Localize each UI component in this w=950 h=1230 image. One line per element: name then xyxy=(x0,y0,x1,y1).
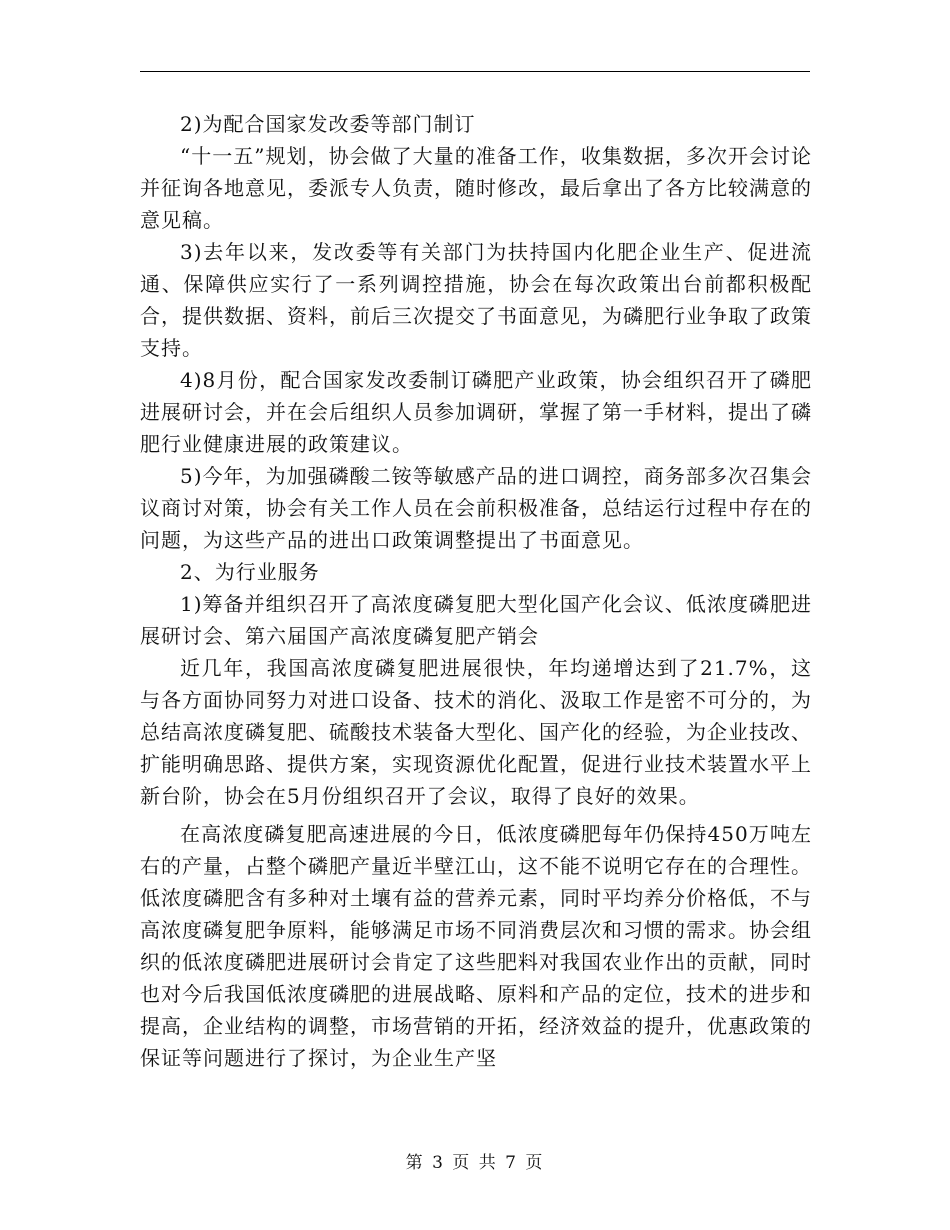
page-footer: 第 3 页 共 7 页 xyxy=(405,1153,545,1173)
paragraph: “十一五”规划，协会做了大量的准备工作，收集数据，多次开会讨论并征询各地意见，委派专人负责，随时修改，最后拿出了各方比较满意的意见稿。 xyxy=(140,144,812,232)
body-text xyxy=(140,108,812,1074)
paragraph: 5)今年，为加强磷酸二铵等敏感产品的进口调控，商务部多次召集会议商讨对策，协会有关工作人员在会前积极准备，总结运行过程中存在的问题，为这些产品的进出口政策调整提出了书面意见。 xyxy=(140,464,812,552)
section-heading: 2、为行业服务 xyxy=(180,560,320,584)
paragraph: 在高浓度磷复肥高速进展的今日，低浓度磷肥每年仍保持450万吨左右的产量，占整个磷肥产量近半壁江山，这不能不说明它存在的合理性。低浓度磷肥含有多种对土壤有益的营养元素，同时平均养分价格低，不与高浓度磷复肥争原料，能够满足市场不同消费层次和习惯的需求。协会组织的低浓度磷肥进展研讨会肯定了这些肥料对我国农业作出的贡献，同时也对今后我国低浓度磷肥的进展战略、原料和产品的定位，技术的进步和提高，企业结构的调整，市场营销的开拓，经济效益的提升，优惠政策的保证等问题进行了探讨，为企业生产坚 xyxy=(140,822,812,1070)
paragraph: 1)筹备并组织召开了高浓度磷复肥大型化国产化会议、低浓度磷肥进展研讨会、第六届国产高浓度磷复肥产销会 xyxy=(140,592,812,648)
paragraph: 4)8月份，配合国家发改委制订磷肥产业政策，协会组织召开了磷肥进展研讨会，并在会后组织人员参加调研，掌握了第一手材料，提出了磷肥行业健康进展的政策建议。 xyxy=(140,368,812,456)
paragraph: 3)去年以来，发改委等有关部门为扶持国内化肥企业生产、促进流通、保障供应实行了一系列调控措施，协会在每次政策出台前都积极配合，提供数据、资料，前后三次提交了书面意见，为磷肥行业争取了政策支持。 xyxy=(140,240,812,360)
header-rule xyxy=(140,71,810,72)
paragraph: 2)为配合国家发改委等部门制订 xyxy=(180,112,476,136)
paragraph: 近几年，我国高浓度磷复肥进展很快，年均递增达到了21.7%，这与各方面协同努力对进口设备、技术的消化、汲取工作是密不可分的，为总结高浓度磷复肥、硫酸技术装备大型化、国产化的经验，为企业技改、扩能明确思路、提供方案，实现资源优化配置，促进行业技术装置水平上新台阶，协会在5月份组织召开了会议，取得了良好的效果。 xyxy=(140,656,812,808)
